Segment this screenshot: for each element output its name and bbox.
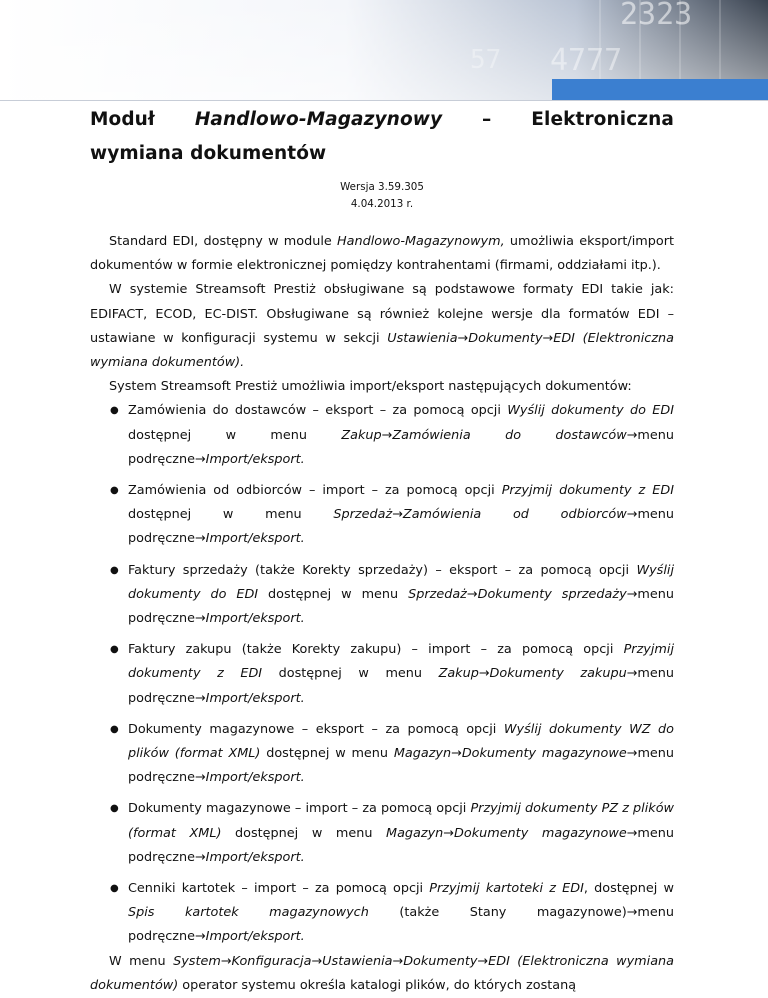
version-number: Wersja 3.59.305 (340, 181, 424, 193)
list-item: ● Dokumenty magazynowe – eksport – za pomocą opcji Wyślij dokumenty WZ do plików (format XML) dostępnej w menu Magazyn→Dokumenty magazynowe→menu podręczne→Import/eksport. (90, 718, 674, 791)
bullet-icon: ● (110, 644, 119, 656)
outro-paragraph: W menu System→Konfiguracja→Ustawienia→Dokumenty→EDI (Elektroniczna wymiana dokumentów) operator systemu określa katalogi plików, do których zostaną (90, 953, 674, 993)
list-item: ● Faktury sprzedaży (także Korekty sprzedaży) – eksport – za pomocą opcji Wyślij dokumenty do EDI dostępnej w menu Sprzedaż→Dokumenty sprzedaży→menu podręczne→Import/eksport. (90, 559, 674, 632)
bullet-icon: ● (110, 405, 119, 417)
decor-digits-1: 2323 (620, 0, 693, 32)
list-item: ● Dokumenty magazynowe – import – za pomocą opcji Przyjmij dokumenty PZ z plików (format XML) dostępnej w menu Magazyn→Dokumenty magazynowe→menu podręczne→Import/eksport. (90, 797, 674, 870)
decor-digits-2: 4777 (550, 43, 623, 78)
version-info (90, 179, 674, 213)
document-body (90, 103, 674, 998)
list-item: ● Zamówienia od odbiorców – import – za pomocą opcji Przyjmij dokumenty z EDI dostępnej w menu Sprzedaż→Zamówienia od odbiorców→menu podręczne→Import/eksport. (90, 479, 674, 552)
bullet-icon: ● (110, 883, 119, 895)
bullet-icon: ● (110, 803, 119, 815)
document-types-list (90, 399, 674, 949)
list-item: ● Zamówienia do dostawców – eksport – za pomocą opcji Wyślij dokumenty do EDI dostępnej w menu Zakup→Zamówienia do dostawców→menu podręczne→Import/eksport. (90, 399, 674, 472)
bullet-icon: ● (110, 485, 119, 497)
decor-digits-3: 57 (470, 45, 502, 75)
document-date: 4.04.2013 r. (350, 198, 414, 210)
intro-paragraph-3: System Streamsoft Prestiż umożliwia import/eksport następujących dokumentów: (109, 379, 632, 395)
bullet-icon: ● (110, 723, 119, 735)
list-item: ● Cenniki kartotek – import – za pomocą opcji Przyjmij kartoteki z EDI, dostępnej w Spis kartotek magazynowych (także Stany magazynowe)→menu podręczne→Import/eksport. (90, 877, 674, 950)
header-accent-bar (552, 79, 768, 101)
intro-paragraph-2: W systemie Streamsoft Prestiż obsługiwane są podstawowe formaty EDI takie jak: EDIFACT, ECOD, EC-DIST. Obsługiwane są również kolejne wersje dla formatów EDI – ustawiane w konfiguracji systemu w sekcji Ustawienia→Dokumenty→EDI (Elektroniczna wymiana dokumentów). (90, 282, 674, 371)
header-decoration (0, 0, 768, 101)
intro-paragraph-1: Standard EDI, dostępny w module Handlowo-Magazynowym, umożliwia eksport/import dokumentów w formie elektronicznej pomiędzy kontrahentami (firmami, oddziałami itp.). (90, 234, 675, 274)
page-title: Moduł Handlowo-Magazynowy – Elektroniczna wymiana dokumentów (90, 109, 674, 164)
list-item: ● Faktury zakupu (także Korekty zakupu) – import – za pomocą opcji Przyjmij dokumenty z EDI dostępnej w menu Zakup→Dokumenty zakupu→menu podręczne→Import/eksport. (90, 638, 674, 711)
bullet-icon: ● (110, 564, 119, 576)
